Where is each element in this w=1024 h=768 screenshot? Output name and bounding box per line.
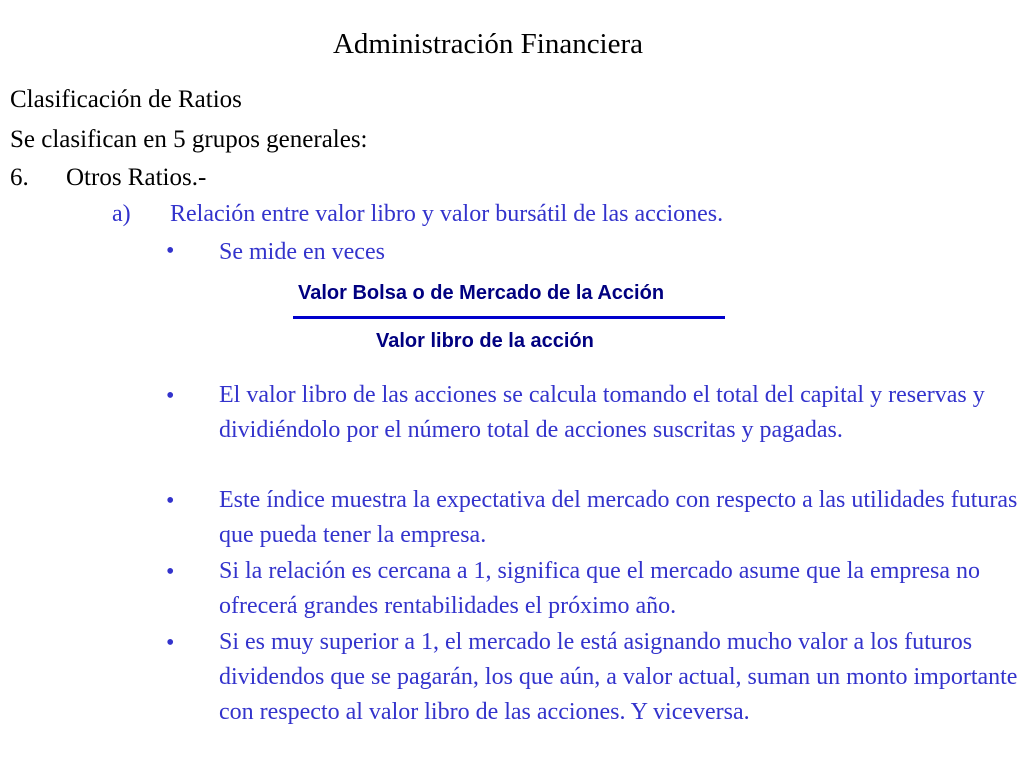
bullet-marker: •: [166, 238, 175, 264]
sub-item: [112, 201, 723, 228]
bullet-marker: •: [166, 383, 175, 409]
bullet-first-text: Se mide en veces: [219, 239, 385, 265]
bullet-text-4: Si es muy superior a 1, el mercado le está asignando mucho valor a los futuros dividendos que se pagarán, los que aún, a valor actual, suman un monto importante con respecto al valor libro de las acciones. Y viceversa.: [219, 629, 1018, 725]
formula-numerator: Valor Bolsa o de Mercado de la Acción: [298, 282, 665, 304]
sub-item-marker: a): [112, 201, 131, 227]
bullet-marker: •: [166, 488, 175, 514]
bullet-text-3: Si la relación es cercana a 1, significa que el mercado asume que la empresa no ofrecerá grandes rentabilidades el próximo año.: [219, 558, 980, 619]
item-text: Otros Ratios.-: [66, 164, 207, 191]
numbered-item: [10, 164, 206, 192]
bullet-marker: •: [166, 559, 175, 585]
bullet-marker: •: [166, 630, 175, 656]
item-number: 6.: [10, 164, 29, 191]
bullet-text-1: El valor libro de las acciones se calcula tomando el total del capital y reservas y dividiéndolo por el número total de acciones suscritas y pagadas.: [219, 382, 985, 443]
slide-title: Administración Financiera: [332, 28, 644, 60]
formula-denominator: Valor libro de la acción: [376, 330, 594, 352]
bullet-text-2: Este índice muestra la expectativa del mercado con respecto a las utilidades futuras que pueda tener la empresa.: [219, 487, 1018, 548]
formula-fraction-line: [293, 316, 725, 319]
section-heading: Clasificación de Ratios: [10, 86, 242, 113]
sub-item-text: Relación entre valor libro y valor bursátil de las acciones.: [170, 201, 724, 227]
intro-line: Se clasifican en 5 grupos generales:: [10, 126, 368, 153]
